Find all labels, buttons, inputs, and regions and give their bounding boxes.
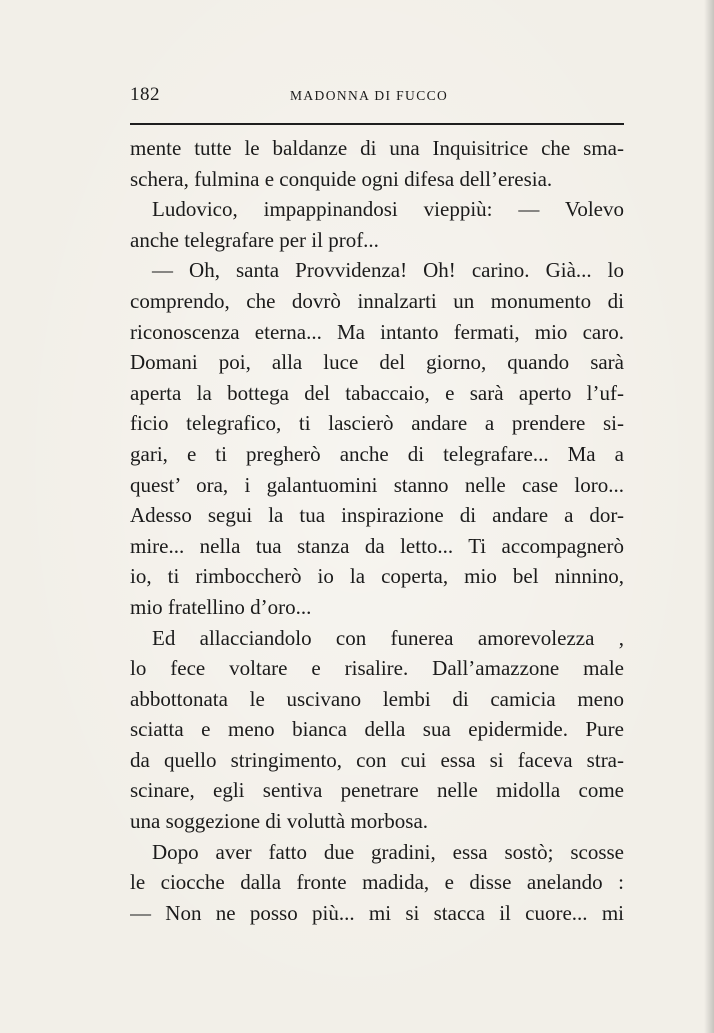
text-line: mio fratellino d’oro... [130,594,312,619]
text-line: lo fece voltare e risalire. Dall’amazzone male [130,656,624,681]
text-line: riconoscenza eterna... Ma intanto fermati, mio caro. [130,319,624,344]
text-line: quest’ ora, i galantuomini stanno nelle case loro... [130,472,624,497]
text-line: Ed allacciandolo con funerea amorevolezza , [152,625,624,650]
text-line: sciatta e meno bianca della sua epidermide. Pure [130,717,624,742]
paragraph-5 [130,837,624,929]
text-line: Domani poi, alla luce del giorno, quando sarà [130,350,624,375]
page-header [130,84,624,110]
text-line: le ciocche dalla fronte madida, e disse anelando : [130,870,624,895]
text-line: Dopo aver fatto due gradini, essa sostò; scosse [152,839,624,864]
paragraph-2 [130,194,624,255]
text-line: — Non ne posso più... mi si stacca il cuore... mi [130,900,624,925]
paragraph-1 [130,133,624,194]
header-rule [130,123,624,125]
running-title: MADONNA DI FUCCO [290,88,449,103]
text-line: — Oh, santa Provvidenza! Oh! carino. Già... lo [152,258,624,283]
page-edge-shadow [704,0,714,1033]
text-line: da quello stringimento, con cui essa si faceva stra- [130,747,624,772]
text-line: ficio telegrafico, ti lascierò andare a prendere si- [130,411,624,436]
text-line: mire... nella tua stanza da letto... Ti accompagnerò [130,533,624,558]
text-line: mente tutte le baldanze di una Inquisitrice che sma- [130,136,624,160]
text-line: anche telegrafare per il prof... [130,227,379,252]
text-line: Adesso segui la tua inspirazione di andare a dor- [130,503,624,528]
page-number: 182 [130,84,160,105]
paragraph-4 [130,623,624,837]
text-line: una soggezione di voluttà morbosa. [130,809,429,834]
text-line: Ludovico, impappinandosi vieppiù: — Volevo [152,197,624,222]
paragraph-3 [130,255,624,622]
body-text [130,133,624,928]
text-line: abbottonata le uscivano lembi di camicia meno [130,686,624,711]
text-line: aperta la bottega del tabaccaio, e sarà aperto l’uf- [130,380,624,405]
text-line: scinare, egli sentiva penetrare nelle midolla come [130,778,624,803]
text-line: io, ti rimboccherò io la coperta, mio bel ninnino, [130,564,624,589]
text-line: schera, fulmina e conquide ogni difesa dell’eresia. [130,166,553,191]
text-line: gari, e ti pregherò anche di telegrafare... Ma a [130,441,624,466]
text-line: comprendo, che dovrò innalzarti un monumento di [130,288,624,313]
